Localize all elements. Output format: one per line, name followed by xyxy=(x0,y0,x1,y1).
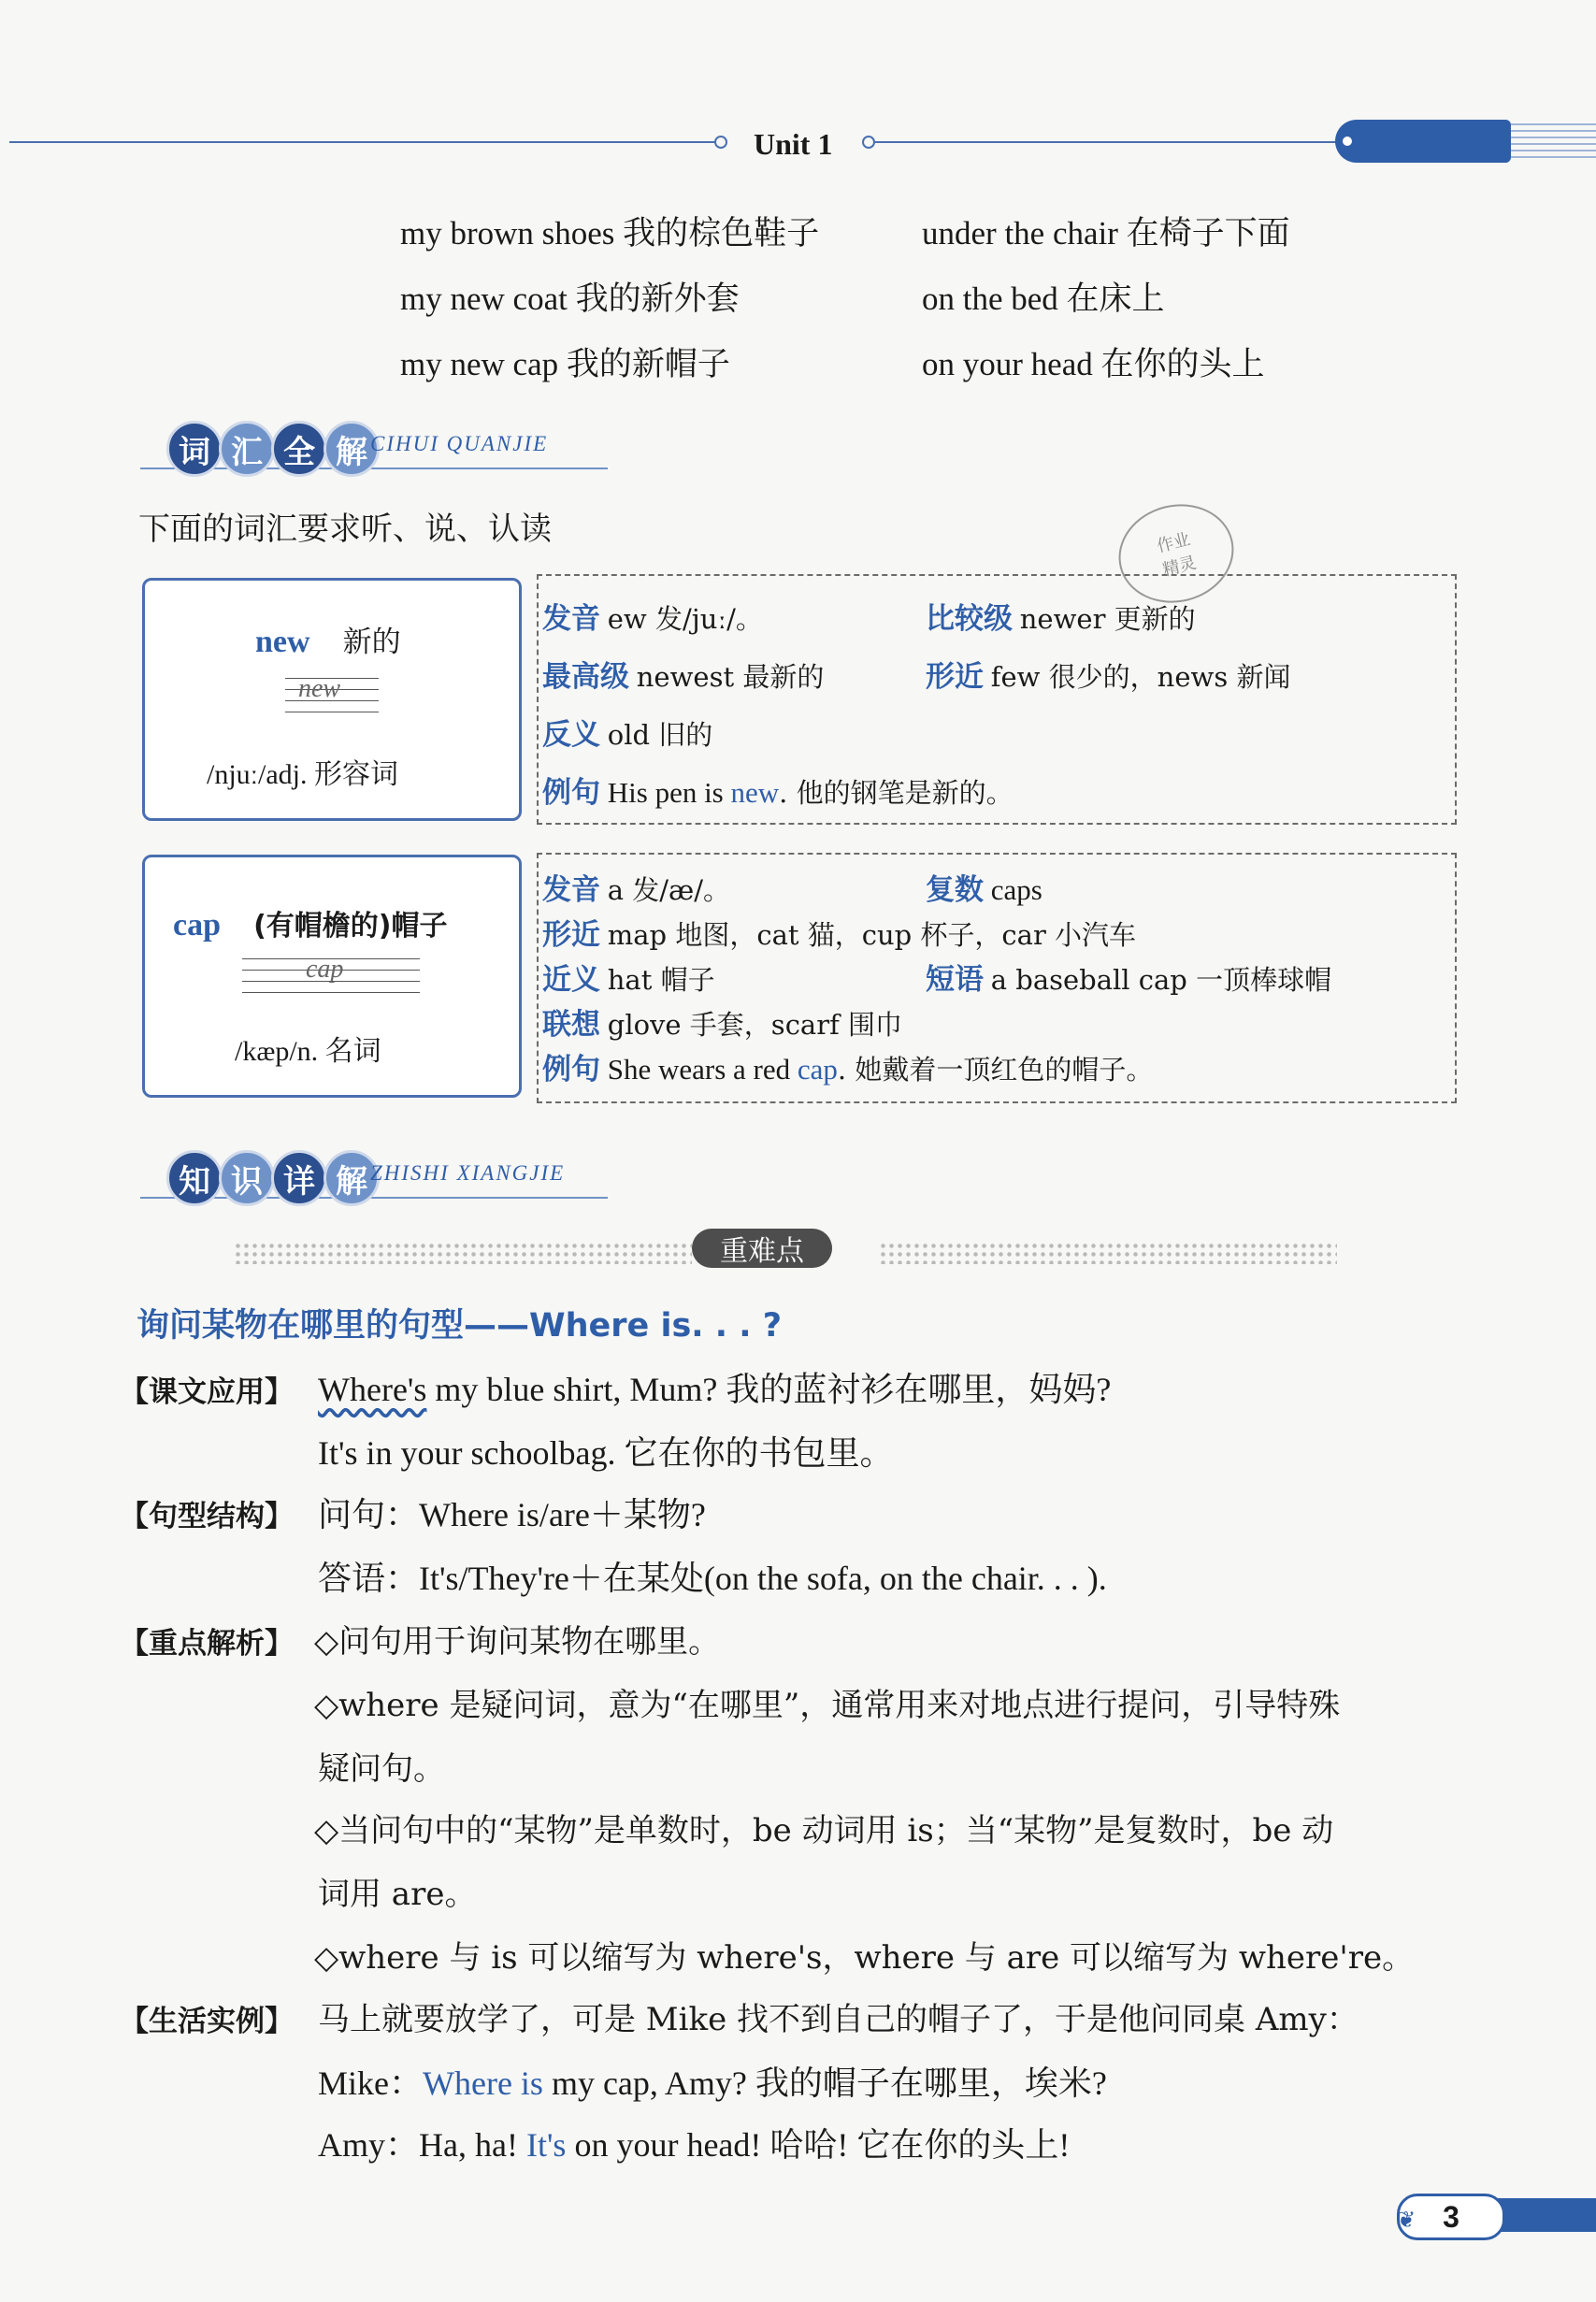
tag-kewen: 【课文应用】 xyxy=(120,1375,294,1409)
heading-pinyin: ZHISHI XIANGJIE xyxy=(370,1161,566,1185)
zhongdian-line-3: 疑问句。 xyxy=(318,1750,445,1788)
knowledge-section-heading xyxy=(140,1150,626,1206)
handwriting-sample: new xyxy=(298,674,341,703)
heading-char: 词 xyxy=(166,421,223,477)
phrase-right-1: under the chair 在椅子下面 xyxy=(922,215,1290,252)
unit-title: Unit 1 xyxy=(754,127,833,161)
detail-row: 形近 map 地图，cat 猫，cup 杯子，car 小汽车 xyxy=(542,918,1137,952)
header-tab xyxy=(1335,120,1511,163)
footer-tab xyxy=(1496,2198,1596,2232)
card-phonetic: /kæp/n. 名词 xyxy=(235,1036,381,1067)
tag-zhongdian: 【重点解析】 xyxy=(120,1627,294,1661)
detail-row: 形近 few 很少的，news 新闻 xyxy=(926,660,1291,694)
header-rule-right xyxy=(873,141,1337,143)
heading-char: 详 xyxy=(271,1150,327,1206)
tag-juxing: 【句型结构】 xyxy=(120,1500,294,1533)
detail-row: 例句 His pen is new. 他的钢笔是新的。 xyxy=(542,776,1014,810)
header-tab-dot xyxy=(1343,137,1352,146)
vocab-intro: 下面的词汇要求听、说、认读 xyxy=(138,511,552,548)
key-point-badge xyxy=(662,1229,877,1270)
shenghuo-line-3: Amy：Ha, ha! It's on your head! 哈哈! 它在你的头上! xyxy=(318,2126,1071,2164)
phrase-left-2: my new coat 我的新外套 xyxy=(400,281,740,317)
detail-row: 近义 hat 帽子 xyxy=(542,963,715,997)
zhongdian-line-1: ◇问句用于询问某物在哪里。 xyxy=(314,1623,721,1661)
heading-char: 解 xyxy=(324,421,380,477)
word-card-new xyxy=(142,578,522,821)
card-meaning: (有帽檐的)帽子 xyxy=(253,910,448,942)
phrase-left-3: my new cap 我的新帽子 xyxy=(400,346,730,382)
heading-char: 解 xyxy=(324,1150,380,1206)
card-meaning: 新的 xyxy=(342,626,401,659)
homework-stamp: 作业 精灵 xyxy=(1108,493,1244,615)
vocab-section-heading xyxy=(140,421,626,477)
heading-pinyin: CIHUI QUANJIE xyxy=(370,432,549,455)
page-number: 3 xyxy=(1397,2194,1505,2240)
header-stripes xyxy=(1511,123,1596,161)
header-rule-left xyxy=(9,141,720,143)
detail-row: 联想 glove 手套，scarf 围巾 xyxy=(542,1008,903,1042)
dots-right xyxy=(879,1242,1337,1264)
card-phonetic: /njuː/adj. 形容词 xyxy=(207,759,398,790)
shenghuo-line-1: 马上就要放学了，可是 Mike 找不到自己的帽子了，于是他问同桌 Amy： xyxy=(318,2001,1359,2038)
detail-row: 反义 old 旧的 xyxy=(542,718,713,752)
question-title: 询问某物在哪里的句型——Where is. . . ? xyxy=(137,1307,783,1345)
handwriting-sample: cap xyxy=(306,955,344,984)
leaf-icon: ❦ xyxy=(1397,2207,1416,2233)
details-new xyxy=(537,574,1457,825)
card-word: cap xyxy=(173,908,221,942)
dots-left xyxy=(234,1242,692,1264)
detail-row: 发音 ew 发/juː/。 xyxy=(542,602,763,636)
word-card-cap xyxy=(142,855,522,1098)
card-word: new xyxy=(255,625,310,659)
zhongdian-line-5: 词用 are。 xyxy=(318,1876,477,1913)
shenghuo-line-2: Mike：Where is my cap, Amy? 我的帽子在哪里，埃米? xyxy=(318,2065,1107,2102)
detail-row: 最高级 newest 最新的 xyxy=(542,660,825,694)
zhongdian-line-6: ◇where 与 is 可以缩写为 where's，where 与 are 可以缩写为 where're。 xyxy=(314,1939,1415,1977)
heading-char: 汇 xyxy=(219,421,275,477)
zhongdian-line-2: ◇where 是疑问词，意为“在哪里”，通常用来对地点进行提问，引导特殊 xyxy=(314,1687,1341,1724)
detail-row: 例句 She wears a red cap. 她戴着一顶红色的帽子。 xyxy=(542,1053,1154,1086)
detail-row: 比较级 newer 更新的 xyxy=(926,602,1196,636)
tag-shenghuo: 【生活实例】 xyxy=(120,2005,294,2038)
key-point-label: 重难点 xyxy=(692,1229,832,1268)
zhongdian-line-4: ◇当问句中的“某物”是单数时，be 动词用 is；当“某物”是复数时，be 动 xyxy=(314,1812,1334,1849)
kewen-line-1: Where's my blue shirt, Mum? 我的蓝衬衫在哪里，妈妈? xyxy=(318,1371,1112,1408)
kewen-line-2: It's in your schoolbag. 它在你的书包里。 xyxy=(318,1434,894,1472)
detail-row: 复数 caps xyxy=(926,873,1042,907)
juxing-line-2: 答语：It's/They're＋在某处(on the sofa, on the chair. . . ). xyxy=(318,1560,1107,1597)
juxing-line-1: 问句：Where is/are＋某物? xyxy=(318,1496,706,1533)
phrase-right-2: on the bed 在床上 xyxy=(922,281,1165,317)
phrase-left-1: my brown shoes 我的棕色鞋子 xyxy=(400,215,820,252)
heading-char: 知 xyxy=(166,1150,223,1206)
phrase-right-3: on your head 在你的头上 xyxy=(922,346,1265,382)
header-ring-left xyxy=(714,136,727,149)
heading-char: 全 xyxy=(271,421,327,477)
details-cap xyxy=(537,853,1457,1103)
detail-row: 发音 a 发/æ/。 xyxy=(542,873,731,907)
detail-row: 短语 a baseball cap 一顶棒球帽 xyxy=(926,963,1332,997)
heading-char: 识 xyxy=(219,1150,275,1206)
writing-line xyxy=(242,992,420,993)
